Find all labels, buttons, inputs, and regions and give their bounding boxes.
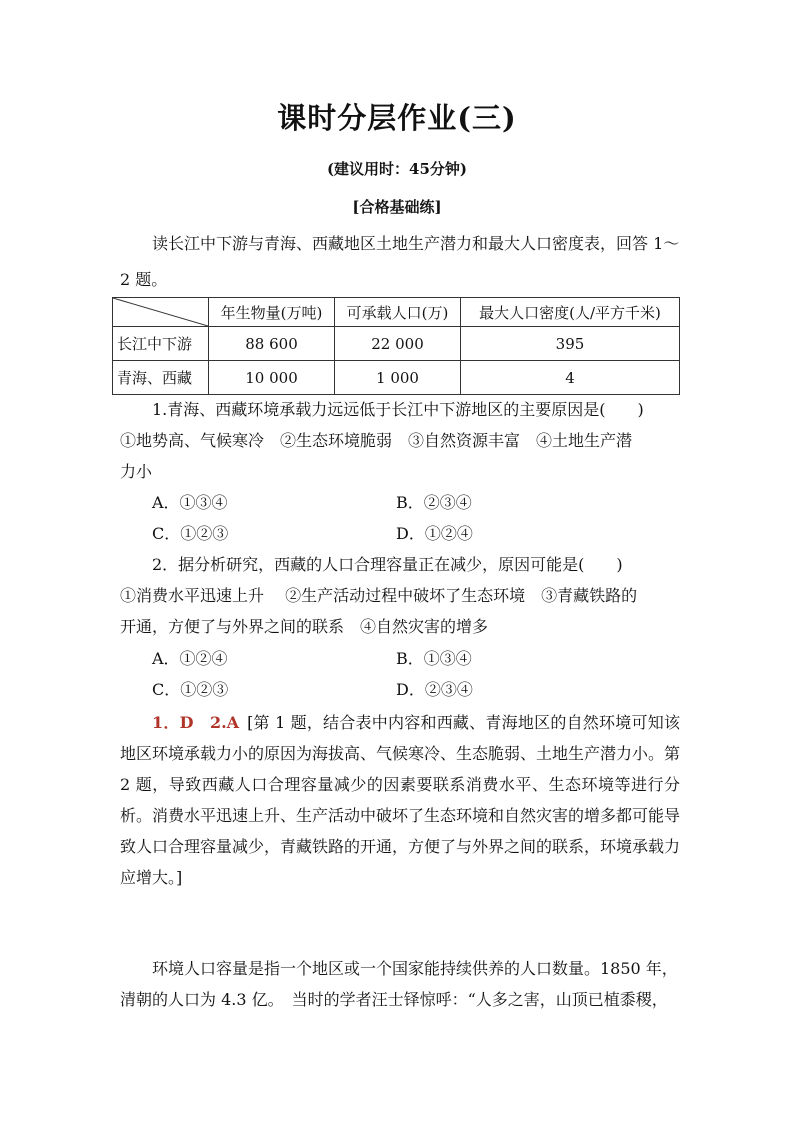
table-header-population: 可承载人口(万) [335, 298, 461, 327]
table-row-label: 青海、西藏 [113, 361, 209, 395]
table-cell: 22 000 [335, 327, 461, 361]
q2-option-a: A．①②④ [152, 649, 228, 668]
q2-stem: 2．据分析研究，西藏的人口合理容量正在减少，原因可能是( ) [152, 555, 623, 574]
page-title: 课时分层作业(三) [277, 101, 517, 135]
table-cell: 395 [461, 327, 680, 361]
table-row-label: 长江中下游 [113, 327, 209, 361]
q2-option-b: B．①③④ [396, 649, 472, 668]
answer-block [120, 707, 680, 893]
table-row [113, 327, 680, 361]
table-header-biomass: 年生物量(万吨) [209, 298, 335, 327]
table-cell: 88 600 [209, 327, 335, 361]
q2-option-d: D．②③④ [396, 680, 473, 699]
data-table [112, 297, 680, 395]
table-row [113, 361, 680, 395]
table-cell: 4 [461, 361, 680, 395]
table-cell: 1 000 [335, 361, 461, 395]
q1-items-line-2: 力小 [120, 462, 153, 481]
intro-line-2: 2 题。 [120, 270, 168, 289]
table-header-density: 最大人口密度(人/平方千米) [461, 298, 680, 327]
q1-items-line-1: ①地势高、气候寒冷 ②生态环境脆弱 ③自然资源丰富 ④土地生产潜 [120, 431, 633, 450]
answer-explanation: [第 1 题，结合表中内容和西藏、青海地区的自然环境可知该地区环境承载力小的原因为海拔高、气候寒冷、生态脆弱、土地生产潜力小。第 2 题，导致西藏人口合理容量减少的因素要联系消费水平、生态环境等进行分析。消费水平迅速上升、生产活动中破坏了生态环境和自然灾害的增多都可能导致人口合理容量减少，青藏铁路的开通，方便了与外界之间的联系，环境承载力应增大。] [120, 713, 681, 887]
intro-line-1: 读长江中下游与青海、西藏地区土地生产潜力和最大人口密度表，回答 1～ [152, 234, 680, 253]
q2-items-line-1: ①消费水平迅速上升 ②生产活动过程中破坏了生态环境 ③青藏铁路的 [120, 586, 638, 605]
q1-stem: 1.青海、西藏环境承载力远远低于长江中下游地区的主要原因是( ) [152, 400, 644, 419]
diagonal-line [113, 298, 208, 326]
table-corner-cell [113, 298, 209, 327]
q2-option-c: C．①②③ [152, 680, 229, 699]
section-label: [合格基础练] [352, 198, 442, 216]
answer-key: 1．D 2.A [152, 713, 240, 732]
table-cell: 10 000 [209, 361, 335, 395]
table-header-row [113, 298, 680, 327]
q2-items-line-2: 开通，方便了与外界之间的联系 ④自然灾害的增多 [120, 617, 489, 636]
time-hint: (建议用时：45分钟) [326, 160, 468, 178]
passage-paragraph: 环境人口容量是指一个地区或一个国家能持续供养的人口数量。1850 年，清朝的人口为 4.3 亿。 当时的学者汪士铎惊呼：“人多之害，山顶已植黍稷， [120, 959, 678, 1009]
q1-option-a: A．①③④ [152, 493, 228, 512]
q1-option-b: B．②③④ [396, 493, 472, 512]
q1-option-d: D．①②④ [396, 524, 473, 543]
q1-option-c: C．①②③ [152, 524, 229, 543]
